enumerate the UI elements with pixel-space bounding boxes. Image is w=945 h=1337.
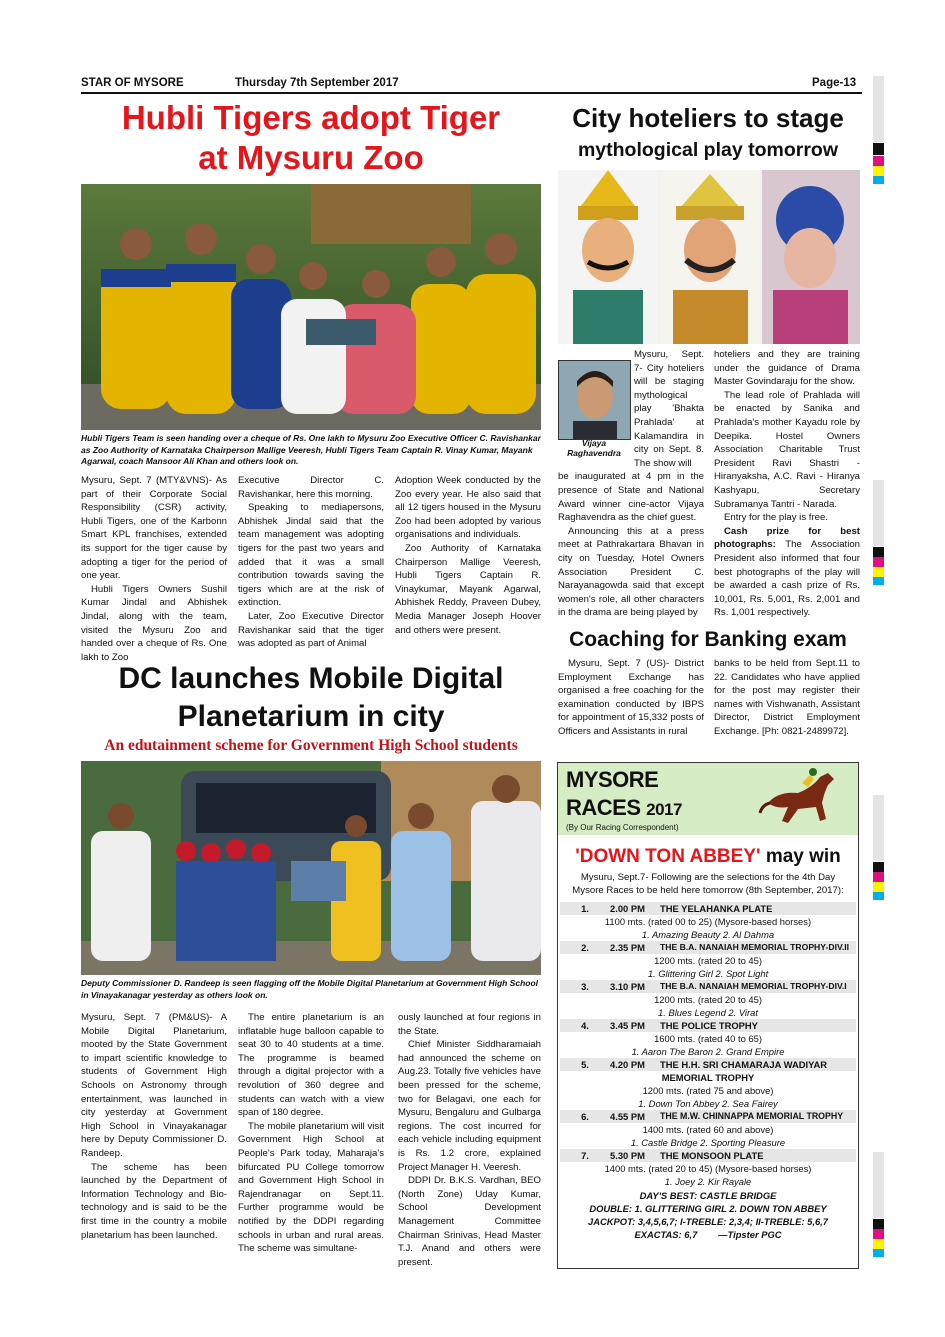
registration-mark <box>873 557 884 567</box>
race-time: 4.20 PM <box>610 1059 645 1070</box>
race-picks: 1. Glittering Girl 2. Spot Light <box>647 968 769 979</box>
race-picks: 1. Down Ton Abbey 2. Sea Fairey <box>638 1098 778 1109</box>
story3-column-1 <box>558 657 704 739</box>
race-picks: 1. Aaron The Baron 2. Grand Empire <box>631 1046 785 1057</box>
paragraph: be inaugurated at 4 pm in the presence of State and National Award winner cine-actor Vijaya Raghavendra as the chief guest. <box>558 471 704 524</box>
race-name: THE B.A. NANAIAH MEMORIAL TROPHY-DIV.II <box>660 942 850 952</box>
paragraph: The entire planetarium is an inflatable huge balloon capable to seat 30 to 40 students at a time. The programme is beamed through a digital projector with a revolution of 360 degree and students can watch with a view span of 180 degree. <box>238 1012 384 1119</box>
race-number: 1. <box>581 903 589 914</box>
race-entry <box>560 1149 856 1188</box>
registration-mark <box>873 176 884 184</box>
paragraph: The scheme has been launched by the Department of Information Technology and Bio-technology and is said to be the first time in the country a mobile planetarium has been launched. <box>81 1161 227 1241</box>
registration-mark <box>873 567 884 577</box>
paragraph: Announcing this at a press meet at Pathrakartara Bhavan in city on Tuesday, Hotel Owners Association President C. Narayanagowda said that except women's role, all other characters in the drama are being played by <box>558 525 704 619</box>
race-entry <box>560 980 856 1019</box>
story4-column-2 <box>238 1011 384 1256</box>
story1-column-2 <box>238 474 384 651</box>
paragraph: Entry for the play is free. <box>724 512 828 524</box>
story2-headline-line1: City hoteliers to stage <box>572 103 844 133</box>
race-entry <box>560 1110 856 1149</box>
story2-headline-line2: mythological play tomorrow <box>577 139 839 161</box>
story4-column-3 <box>398 1011 541 1269</box>
paragraph: banks to be held from Sept.11 to 22. Candidates who have applied for the post may register their names with Vishwanath, Assistant Director, District Employment Exchange. [Ph: 0821-2489972]. <box>714 658 860 737</box>
race-detail: 1200 mts. (rated 75 and above) <box>642 1085 774 1096</box>
race-name-continued: MEMORIAL TROPHY <box>661 1072 755 1083</box>
race-name: THE B.A. NANAIAH MEMORIAL TROPHY-DIV.I <box>660 981 847 991</box>
paragraph: Executive Director C. Ravishankar, here this morning. <box>238 475 384 500</box>
race-entry-heading <box>560 1149 856 1162</box>
race-name: THE H.H. SRI CHAMARAJA WADIYAR <box>660 1059 828 1070</box>
registration-mark <box>873 1229 884 1239</box>
double-selection: DOUBLE: 1. GLITTERING GIRL 2. DOWN TON ABBEY <box>589 1203 827 1214</box>
story1-photo-caption: Hubli Tigers Team is seen handing over a cheque of Rs. One lakh to Mysuru Zoo Executive Officer C. Ravishankar as Zoo Authority of Karnataka Chairperson Mallige Veeresh, Hubli Tigers Team Captain R. Vinay Kumar, Mayank Agarwal, coach Mansoor Ali Khan and others look on. <box>81 433 541 466</box>
paragraph: The mobile planetarium will visit Government High School at People's Park today, Maharaja's bifurcated PU College tomorrow and Government High School in Rajendranagar on Sept.11. Further programme would be notified by the DDPI regarding schools in urban and rural areas. The scheme was simultane- <box>238 1120 384 1255</box>
race-entry-heading <box>560 1058 856 1071</box>
paragraph: Zoo Authority of Karnataka Chairperson Mallige Veeresh, Hubli Tigers Captain R. Vinaykumar, Mayank Agarwal, Abhishek Reddy, Praveen Dubey, Media Manager Joseph Hoover and others were present. <box>395 542 541 636</box>
margin-bar <box>873 76 884 142</box>
exactas: EXACTAS: 6,7 <box>634 1229 698 1240</box>
race-time: 3.45 PM <box>610 1020 645 1031</box>
race-name: THE MONSOON PLATE <box>660 1150 764 1161</box>
story4-headline-line1: DC launches Mobile Digital <box>118 662 504 695</box>
races-intro: Mysuru, Sept.7- Following are the selections for the 4th Day Mysore Races to be held here tomorrow (8th September, 2017): <box>572 872 844 896</box>
issue-date: Thursday 7th September 2017 <box>235 77 399 89</box>
race-detail: 1400 mts. (rated 20 to 45) (Mysore-based horses) <box>604 1163 812 1174</box>
race-number: 6. <box>581 1111 589 1122</box>
story4-photo-caption: Deputy Commissioner D. Randeep is seen flagging off the Mobile Digital Planetarium at Government High School in Vinayakanagar yesterday as others look on. <box>81 978 539 1000</box>
races-headline-rest: may win <box>765 846 841 867</box>
paragraph: Hubli Tigers Owners Sushil Kumar Jindal and Abhishek Jindal, along with the team, visited the Mysuru Zoo and handed over a cheque of Rs. One lakh to Zoo <box>81 583 227 663</box>
registration-mark <box>873 872 884 882</box>
races-year: 2017 <box>646 800 682 819</box>
race-time: 2.35 PM <box>610 942 645 953</box>
margin-bar <box>873 1152 884 1218</box>
race-picks: 1. Amazing Beauty 2. Al Dahma <box>641 929 775 940</box>
story4-headline <box>81 660 541 736</box>
paragraph: Mysuru, Sept. 7 (US)- District Employment Exchange has organised a free coaching for the examination conducted by IBPS for appointment of 15,332 posts of Officers and Assistants in rural <box>558 658 704 737</box>
paragraph: ously launched at four regions in the State. <box>398 1012 541 1037</box>
inset-caption-line1: Vijaya <box>581 438 607 448</box>
registration-mark <box>873 143 884 155</box>
registration-mark <box>873 1249 884 1257</box>
race-number: 3. <box>581 981 589 992</box>
race-name: THE M.W. CHINNAPPA MEMORIAL TROPHY <box>660 1111 844 1121</box>
race-entry <box>560 902 856 941</box>
cash-prize-text: The Association President also informed that four best photographs of the play will be awarded a cash prize of Rs. 10,001, Rs. 5,001, Rs. 2,001 and Rs. 1,001 respectively. <box>714 539 860 619</box>
story1-headline <box>81 98 541 178</box>
story4-subhead: An edutainment scheme for Government High School students <box>104 737 518 754</box>
race-number: 4. <box>581 1020 589 1031</box>
racehorse-icon <box>758 763 848 833</box>
story1-column-1 <box>81 474 227 664</box>
race-picks: 1. Blues Legend 2. Virat <box>658 1007 758 1018</box>
registration-mark <box>873 892 884 900</box>
inset-caption-line2: Raghavendra <box>567 448 621 458</box>
race-number: 7. <box>581 1150 589 1161</box>
races-word: RACES <box>566 795 641 820</box>
race-time: 5.30 PM <box>610 1150 645 1161</box>
story4-column-1 <box>81 1011 227 1242</box>
race-entry-heading <box>560 980 856 993</box>
race-number: 5. <box>581 1059 589 1070</box>
story1-headline-line1: Hubli Tigers adopt Tiger <box>121 99 501 136</box>
race-detail: 1200 mts. (rated 20 to 45) <box>654 994 762 1005</box>
race-card-list <box>560 902 856 1241</box>
registration-mark <box>873 547 884 557</box>
paragraph <box>714 525 860 620</box>
races-headline-horse: 'DOWN TON ABBEY' <box>575 846 761 867</box>
story3-headline: Coaching for Banking exam <box>569 628 847 651</box>
story1-headline-line2: at Mysuru Zoo <box>198 139 424 176</box>
race-picks: 1. Castle Bridge 2. Sporting Pleasure <box>630 1137 786 1148</box>
tipster-credit: —Tipster PGC <box>718 1229 782 1240</box>
paragraph: DDPI Dr. B.K.S. Vardhan, BEO (North Zone) Uday Kumar, School Development Management Committee Chairman Srinivas, Head Master T.J. Anand and others were present. <box>398 1175 541 1268</box>
registration-mark <box>873 862 884 872</box>
paragraph: Mysuru, Sept. 7 (PM&US)- A Mobile Digital Planetarium, mooted by the State Government to impart scientific knowledge to students of Government High Schools on Astronomy through entertainment, was launched in city yesterday at Government High School in Vinayakanagar here by Deputy Commissioner D. Randeep. <box>81 1012 227 1159</box>
paragraph: Chief Minister Siddharamaiah had announced the scheme on Aug.23. Totally five vehicles have been pressed for the scheme, two for Belagavi, one each for Mysuru, Bengaluru and Gulbarga regions. The cost incurred for each vehicle including equipment is Rs. 1.2 crore, explained Project Manager H. Veeresh. <box>398 1039 541 1173</box>
race-entry-heading <box>560 902 856 915</box>
margin-bar <box>873 480 884 546</box>
race-entry-heading <box>560 941 856 954</box>
races-title-line2 <box>566 795 682 823</box>
registration-mark <box>873 577 884 585</box>
race-time: 4.55 PM <box>610 1111 645 1122</box>
race-name: THE POLICE TROPHY <box>660 1020 758 1031</box>
race-entry <box>560 1058 856 1110</box>
race-number: 2. <box>581 942 589 953</box>
header-rule <box>81 92 862 94</box>
paragraph: Later, Zoo Executive Director Ravishankar said that the tiger was adopted as part of Animal <box>238 610 384 650</box>
races-title-line1: MYSORE <box>566 767 659 792</box>
race-detail: 1400 mts. (rated 60 and above) <box>642 1124 774 1135</box>
races-byline: (By Our Racing Correspondent) <box>566 823 679 832</box>
masthead-name: STAR OF MYSORE <box>81 77 184 89</box>
registration-mark <box>873 156 884 166</box>
paragraph: hoteliers and they are training under the guidance of Drama Master Govindaraju for the show. <box>714 349 860 388</box>
days-best: DAY'S BEST: CASTLE BRIDGE <box>639 1190 777 1201</box>
paragraph: Adoption Week conducted by the Zoo every year. He also said that all 12 tigers housed in the Mysuru Zoo had been adopted by various organisations and individuals. <box>395 475 541 541</box>
registration-mark <box>873 1239 884 1249</box>
race-detail: 1600 mts. (rated 40 to 65) <box>654 1033 762 1044</box>
paragraph: Mysuru, Sept. 7 (MTY&VNS)- As part of their Corporate Social Responsibility (CSR) activity, Hubli Tigers, one of the Karbonn Smart KPL franchises, extended its support for the tiger cause by adopting a tiger for the period of one year. <box>81 475 227 582</box>
paragraph: The lead role of Prahlada will be enacted by Sanika and Prahlada's mother Kayadu role by Deepika. Hostel Owners Association Charitable Trust President Ravi Shastri - Hiranyaksha, A.C. Ravi - Hiranya Kashyapu, Secretary Subramanya Tantri - Narada. <box>714 389 860 510</box>
story4-headline-line2: Planetarium in city <box>177 700 445 733</box>
mythological-costumes-photo <box>558 170 860 344</box>
story1-column-3 <box>395 474 541 637</box>
race-entry-heading <box>560 1110 856 1123</box>
margin-bar <box>873 795 884 861</box>
story2-column-1 <box>558 348 704 620</box>
exactas-line <box>560 1228 856 1241</box>
race-entry-heading <box>560 1019 856 1032</box>
race-detail: 1100 mts. (rated 00 to 25) (Mysore-based horses) <box>604 916 812 927</box>
registration-mark <box>873 166 884 176</box>
race-name: THE YELAHANKA PLATE <box>660 903 773 914</box>
race-time: 2.00 PM <box>610 903 645 914</box>
cash-prize-label: Cash prize for best photographs: <box>714 525 860 551</box>
story3-column-2 <box>714 657 860 739</box>
races-headline <box>558 845 858 869</box>
race-picks: 1. Joey 2. Kir Rayale <box>664 1176 752 1187</box>
registration-mark <box>873 1219 884 1229</box>
race-entry <box>560 941 856 980</box>
jackpot-treble: JACKPOT: 3,4,5,6,7; I-TREBLE: 2,3,4; II-TREBLE: 5,6,7 <box>588 1216 828 1227</box>
paragraph: Mysuru, Sept. 7- City hoteliers will be staging mythological play 'Bhakta Prahlada' at Kalamandira in city on Sept. 8. The show will <box>634 349 704 469</box>
mysore-races-box <box>557 762 859 1269</box>
race-entry <box>560 1019 856 1058</box>
story2-column-2 <box>714 348 860 620</box>
race-time: 3.10 PM <box>610 981 645 992</box>
paragraph: Speaking to mediapersons, Abhishek Jindal said that the team management was adopting tigers for the past two years and added that it was a small contribution towards saving the tigers which are at the risk of extinction. <box>238 502 384 609</box>
race-detail: 1200 mts. (rated 20 to 45) <box>654 955 762 966</box>
planetarium-photo <box>81 761 541 975</box>
hubli-tigers-photo <box>81 184 541 430</box>
page-number: Page-13 <box>812 77 857 89</box>
registration-mark <box>873 882 884 892</box>
